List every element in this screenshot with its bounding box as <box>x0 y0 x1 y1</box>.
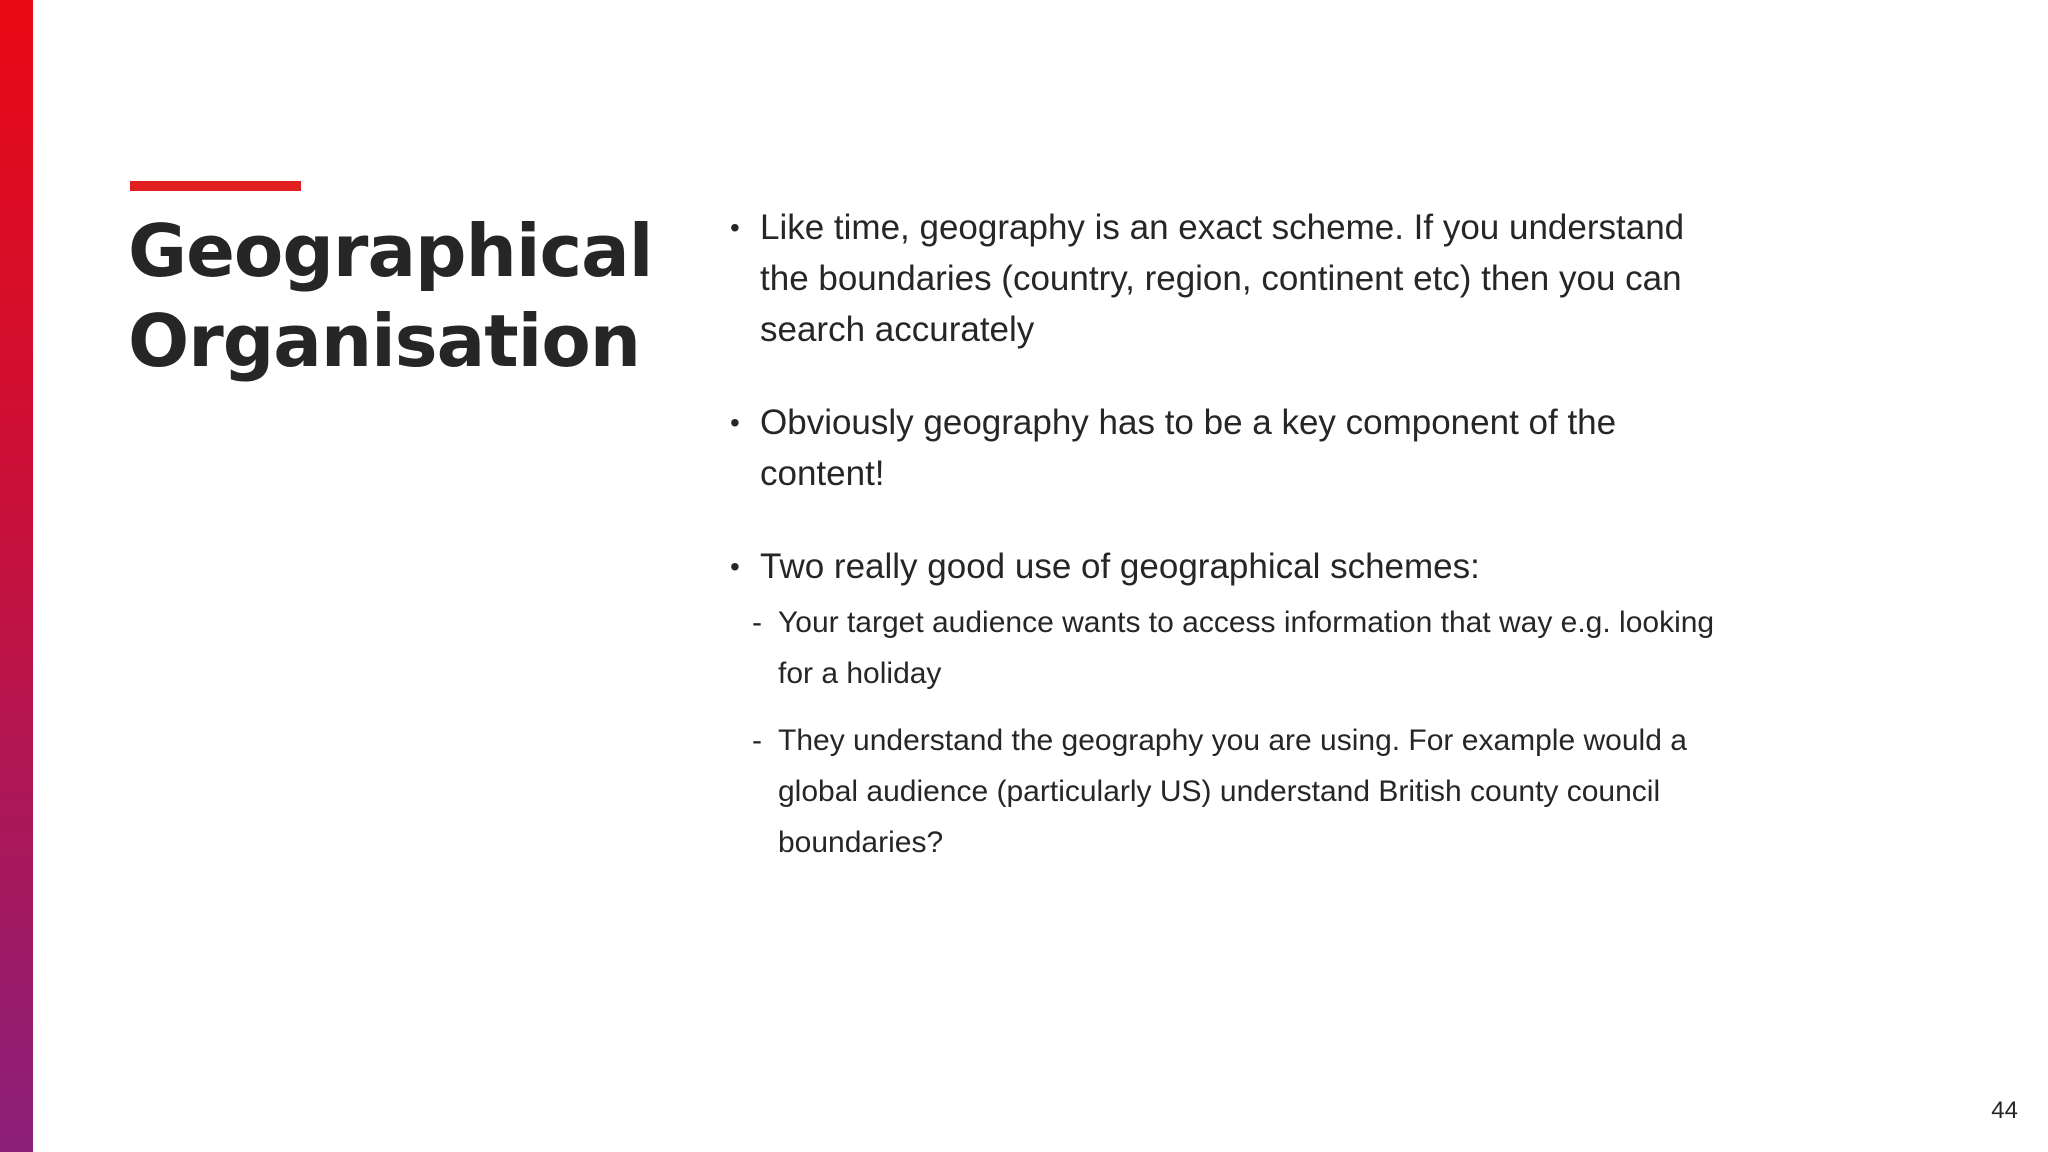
bullet-dot: • <box>730 212 740 243</box>
gradient-side-bar <box>0 0 33 1152</box>
bullet-text: Two really good use of geographical schemes: <box>760 547 1480 586</box>
bullet-item <box>730 202 1730 355</box>
sub-bullet-list <box>730 597 1730 868</box>
slide-title: Geographical Organisation <box>128 209 653 383</box>
title-accent-line <box>130 181 301 191</box>
page-number: 44 <box>1991 1097 2018 1124</box>
bullet-dot: • <box>730 551 740 582</box>
sub-bullet-dash: - <box>752 606 762 639</box>
sub-bullet-item <box>730 715 1730 868</box>
bullet-text: Obviously geography has to be a key component of the content! <box>760 403 1617 493</box>
sub-bullet-dash: - <box>752 724 762 757</box>
bullet-item <box>730 397 1730 499</box>
sub-bullet-item <box>730 597 1730 699</box>
bullet-dot: • <box>730 407 740 438</box>
bullet-text: Like time, geography is an exact scheme. If you understand the boundaries (country, region, continent etc) then you can search accurately <box>760 208 1685 349</box>
bullet-list <box>730 202 1730 884</box>
sub-bullet-text: They understand the geography you are using. For example would a global audience (particularly US) understand British county council boundaries? <box>778 724 1687 859</box>
bullet-item <box>730 541 1730 592</box>
sub-bullet-text: Your target audience wants to access information that way e.g. looking for a holiday <box>778 606 1715 690</box>
